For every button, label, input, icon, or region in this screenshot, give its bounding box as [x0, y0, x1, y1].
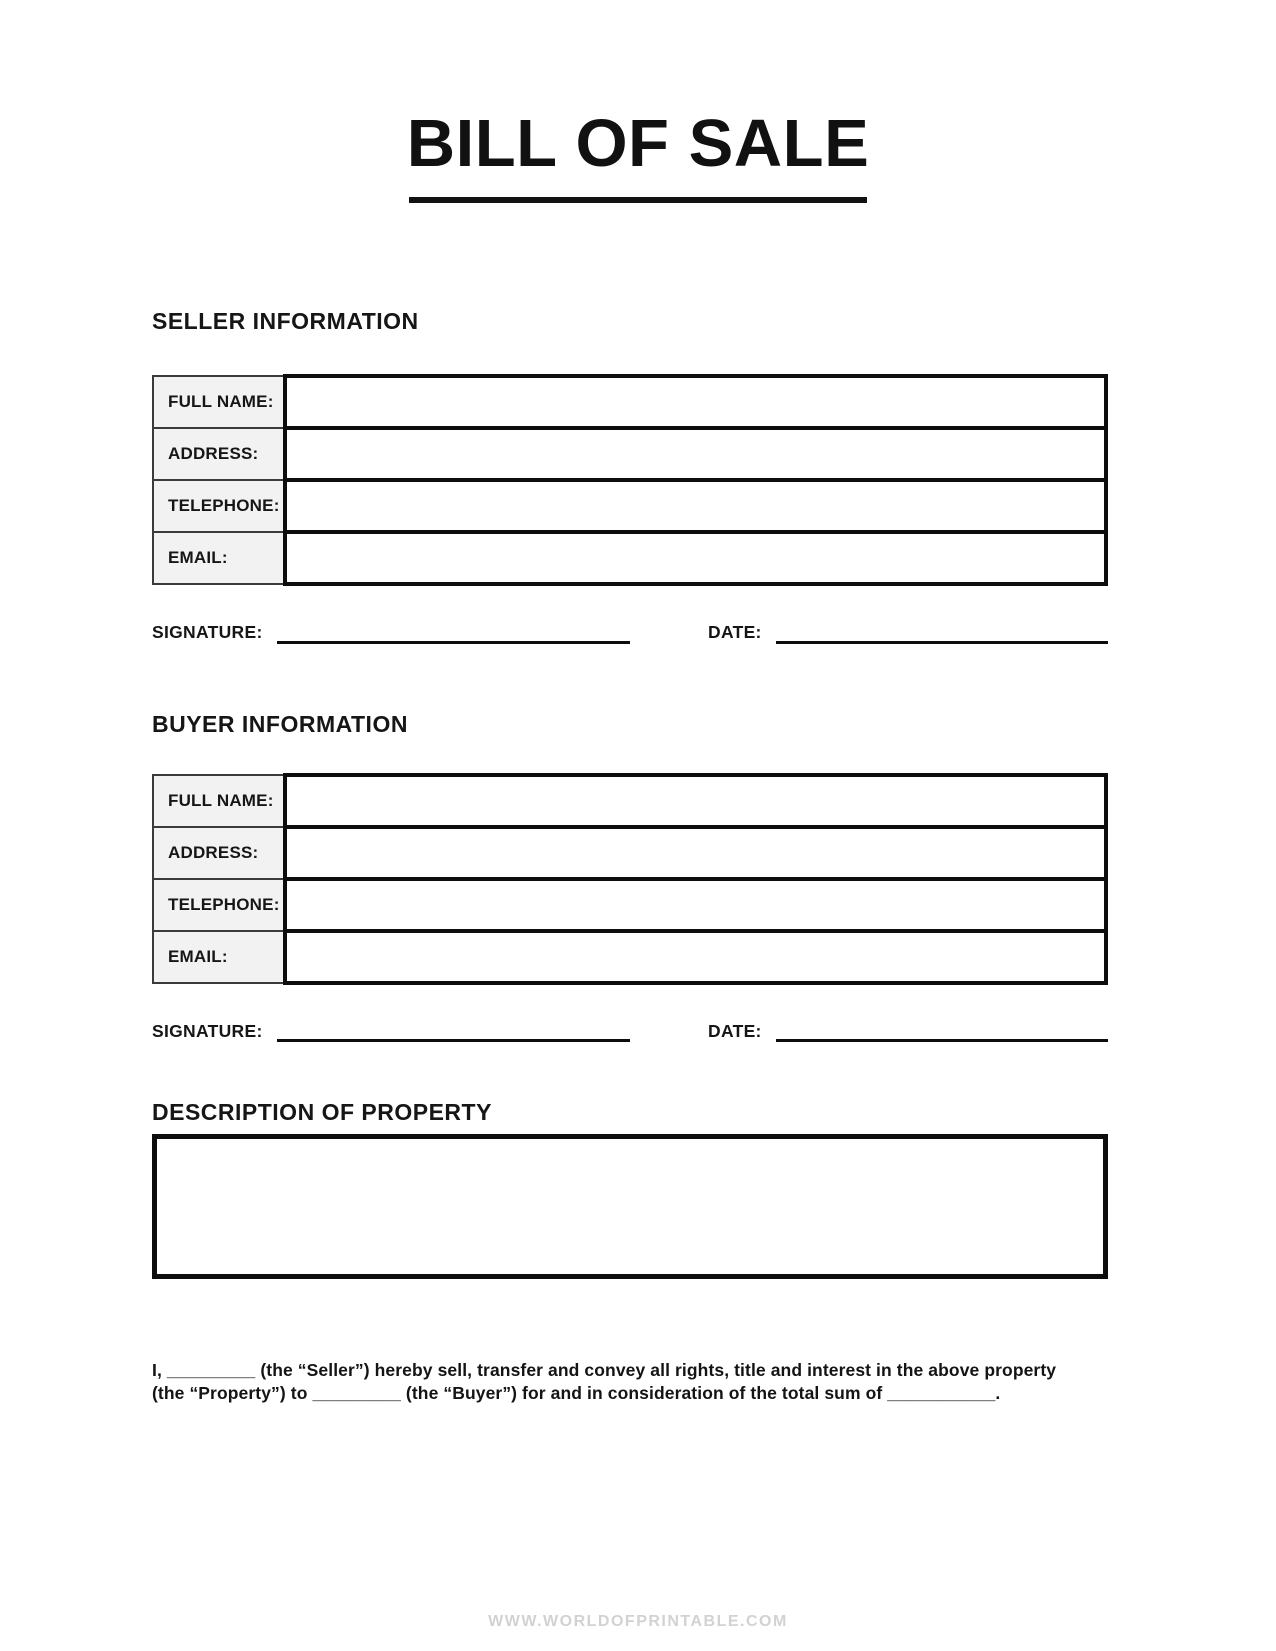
legal-text	[152, 1359, 1108, 1405]
seller-signature-line[interactable]	[277, 623, 630, 644]
footer-url: WWW.WORLDOFPRINTABLE.COM	[488, 1613, 788, 1630]
buyer-signature-row	[152, 1020, 1108, 1042]
buyer-date-label: DATE:	[708, 1020, 762, 1041]
property-description-field[interactable]	[152, 1134, 1108, 1279]
page-title: BILL OF SALE	[406, 106, 870, 181]
buyer-address-field[interactable]	[285, 827, 1106, 879]
property-section-heading: DESCRIPTION OF PROPERTY	[152, 1099, 492, 1126]
title-underline	[409, 197, 867, 203]
seller-signature-label: SIGNATURE:	[152, 622, 263, 643]
buyer-date-group	[708, 1021, 1108, 1042]
seller-email-label: EMAIL:	[153, 532, 285, 584]
seller-full-name-label: FULL NAME:	[153, 376, 285, 428]
buyer-email-label: EMAIL:	[153, 931, 285, 983]
table-row	[153, 775, 1106, 827]
seller-info-table	[152, 374, 1108, 586]
buyer-section-heading: BUYER INFORMATION	[152, 710, 408, 737]
seller-telephone-label: TELEPHONE:	[153, 480, 285, 532]
table-row	[153, 376, 1106, 428]
table-row	[153, 532, 1106, 584]
table-row	[153, 428, 1106, 480]
document-content	[152, 308, 1108, 1405]
buyer-signature-label: SIGNATURE:	[152, 1020, 263, 1041]
table-row	[153, 931, 1106, 983]
seller-address-field[interactable]	[285, 428, 1106, 480]
seller-signature-group	[152, 623, 630, 644]
buyer-info-table	[152, 773, 1108, 985]
buyer-email-field[interactable]	[285, 931, 1106, 983]
buyer-telephone-label: TELEPHONE:	[153, 879, 285, 931]
buyer-signature-group	[152, 1021, 630, 1042]
seller-date-group	[708, 623, 1108, 644]
property-section	[152, 1099, 1108, 1279]
seller-section-heading: SELLER INFORMATION	[152, 308, 419, 334]
buyer-full-name-label: FULL NAME:	[153, 775, 285, 827]
seller-date-line[interactable]	[776, 623, 1108, 644]
buyer-signature-line[interactable]	[277, 1021, 630, 1042]
buyer-address-label: ADDRESS:	[153, 827, 285, 879]
seller-date-label: DATE:	[708, 622, 762, 643]
table-row	[153, 480, 1106, 532]
table-row	[153, 827, 1106, 879]
seller-full-name-field[interactable]	[285, 376, 1106, 428]
seller-section	[152, 308, 1108, 644]
seller-signature-row	[152, 622, 1108, 644]
seller-email-field[interactable]	[285, 532, 1106, 584]
buyer-section	[152, 711, 1108, 1043]
legal-line-2: (the “Property”) to _________ (the “Buyer”) for and in consideration of the total sum of ___________.	[152, 1382, 1001, 1403]
buyer-date-line[interactable]	[776, 1021, 1108, 1042]
buyer-full-name-field[interactable]	[285, 775, 1106, 827]
legal-line-1: I, _________ (the “Seller”) hereby sell, transfer and convey all rights, title and interest in the above property	[152, 1359, 1057, 1380]
seller-address-label: ADDRESS:	[153, 428, 285, 480]
table-row	[153, 879, 1106, 931]
seller-telephone-field[interactable]	[285, 480, 1106, 532]
buyer-telephone-field[interactable]	[285, 879, 1106, 931]
